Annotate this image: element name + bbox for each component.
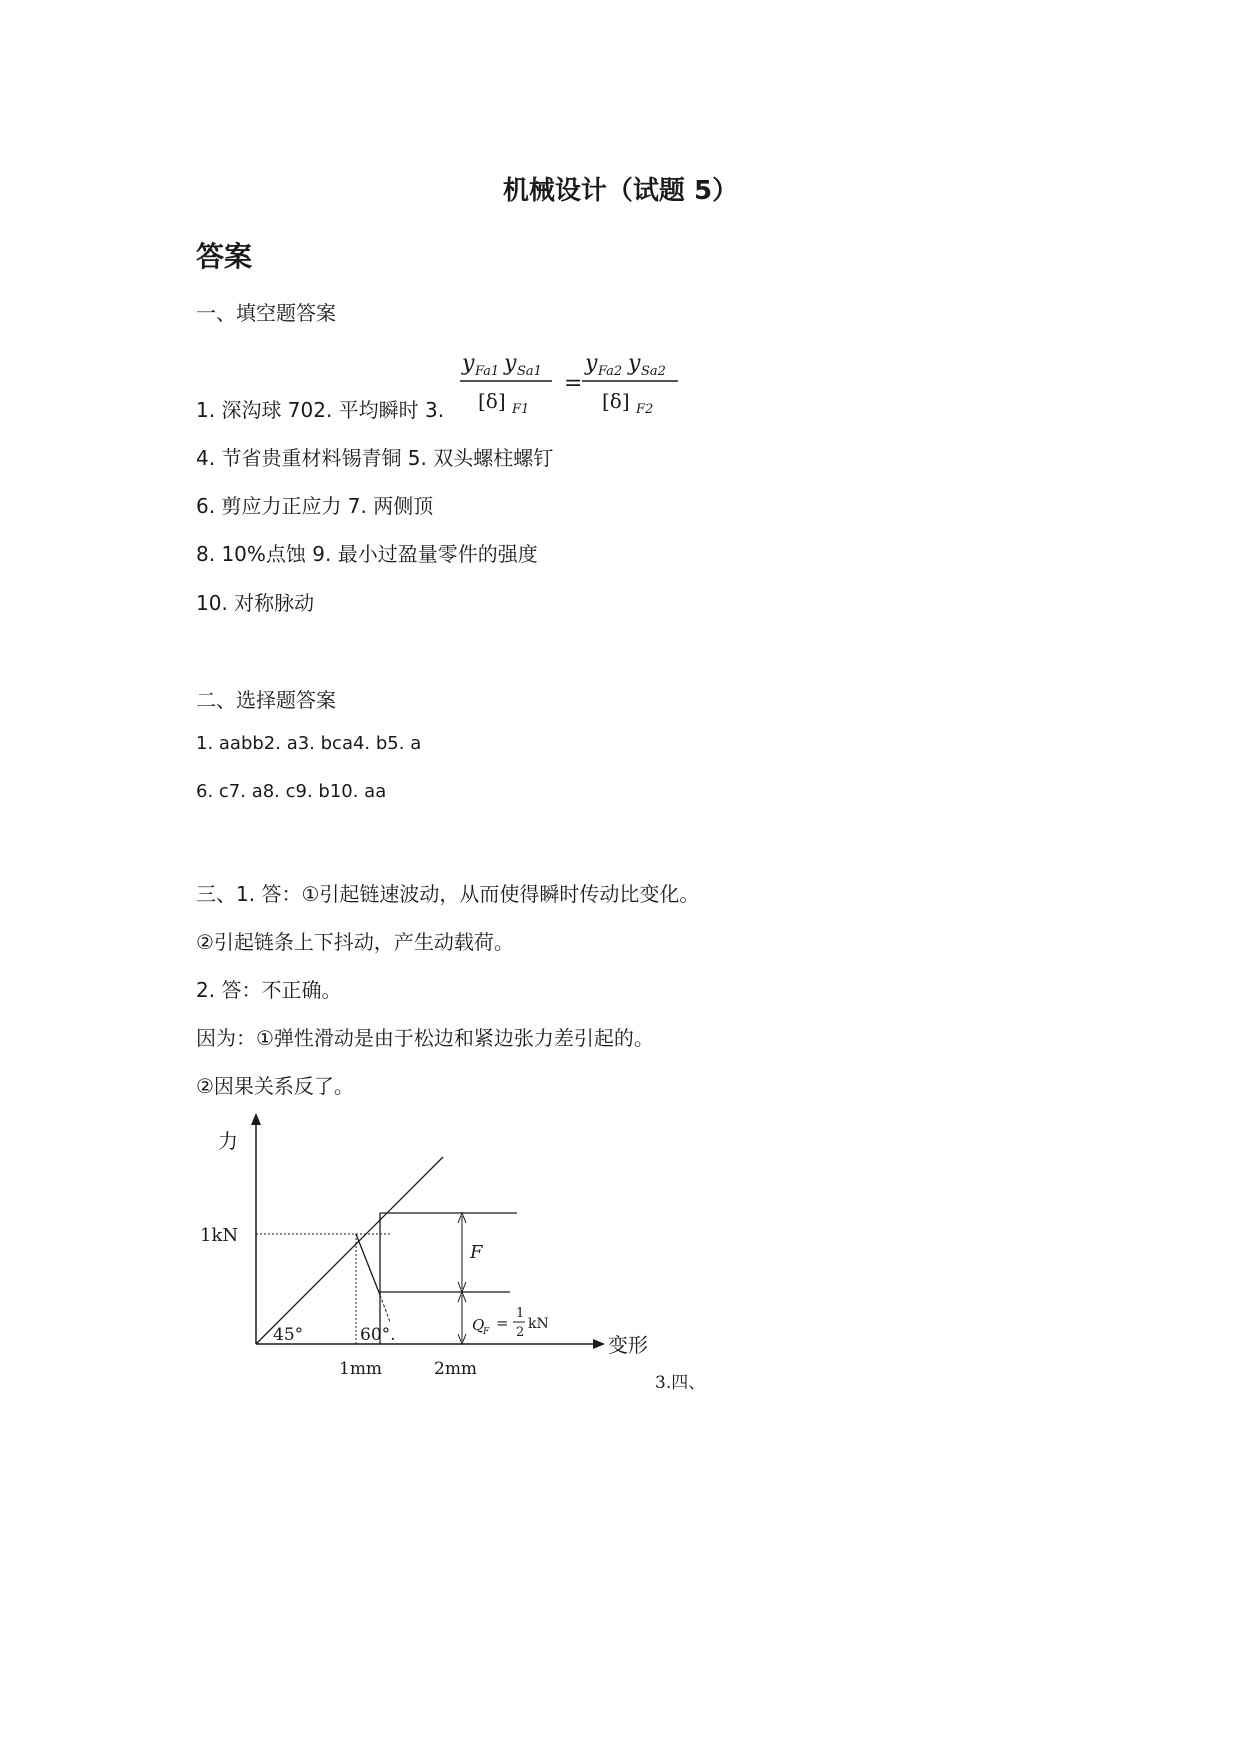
q-equals: = bbox=[496, 1314, 509, 1332]
section-choice-label: 二、选择题答案 bbox=[196, 688, 336, 712]
x-axis-label: 变形 bbox=[608, 1333, 648, 1357]
fill-blank-line-3: 6. 剪应力正应力 7. 两侧顶 bbox=[196, 494, 434, 518]
formula-num2-sub-a: Fa2 bbox=[598, 364, 623, 379]
y-axis-arrow bbox=[251, 1113, 261, 1125]
trailing-section-text: 3.四、 bbox=[655, 1373, 706, 1393]
angle-60-label: 60°. bbox=[360, 1325, 396, 1345]
deform-1mm-label: 1mm bbox=[339, 1359, 383, 1379]
force-deformation-diagram bbox=[200, 1110, 660, 1390]
formula-num1-y2: y bbox=[504, 351, 517, 376]
formula-num1-sub-a: Fa1 bbox=[475, 364, 500, 379]
q-label: Q bbox=[472, 1316, 485, 1334]
formula-num1-sub-b: Sa1 bbox=[517, 364, 542, 379]
formula-num2-y2: y bbox=[628, 351, 641, 376]
y-axis-label: 力 bbox=[218, 1129, 238, 1153]
formula-den2: [δ] bbox=[602, 389, 630, 413]
formula-den1-sub: F1 bbox=[512, 402, 530, 417]
section3-line-3: 2. 答：不正确。 bbox=[196, 978, 342, 1002]
document-title: 机械设计（试题 5） bbox=[502, 176, 739, 206]
formula-num2-y: y bbox=[585, 351, 598, 376]
formula-den1: [δ] bbox=[478, 389, 506, 413]
q-denominator: 2 bbox=[516, 1325, 525, 1340]
formula-den2-sub: F2 bbox=[636, 402, 654, 417]
formula-num1-y: y bbox=[462, 351, 475, 376]
section3-line-2: ②引起链条上下抖动，产生动载荷。 bbox=[196, 930, 514, 954]
fill-blank-line-1: 1. 深沟球 702. 平均瞬时 3. bbox=[196, 398, 445, 422]
q-numerator: 1 bbox=[516, 1306, 525, 1321]
member-stiffness-extension bbox=[380, 1295, 390, 1322]
fill-blank-line-5: 10. 对称脉动 bbox=[196, 591, 315, 615]
force-1kn-label: 1kN bbox=[200, 1225, 239, 1246]
f-label: F bbox=[470, 1242, 483, 1263]
answers-heading: 答案 bbox=[196, 240, 253, 273]
deform-2mm-label: 2mm bbox=[434, 1359, 478, 1379]
formula-equals: = bbox=[564, 371, 583, 396]
choice-line-1: 1. aabb2. a3. bca4. b5. a bbox=[196, 733, 422, 754]
fill-blank-line-4: 8. 10%点蚀 9. 最小过盈量零件的强度 bbox=[196, 542, 538, 566]
member-stiffness-line bbox=[356, 1234, 380, 1295]
formula-num2-sub-b: Sa2 bbox=[641, 364, 666, 379]
section3-line-1: 三、1. 答：①引起链速波动，从而使得瞬时传动比变化。 bbox=[196, 882, 700, 906]
fill-blank-line-2: 4. 节省贵重材料锡青铜 5. 双头螺柱螺钉 bbox=[196, 446, 554, 470]
section-fill-blank-label: 一、填空题答案 bbox=[196, 301, 336, 325]
section3-line-5: ②因果关系反了。 bbox=[196, 1074, 354, 1098]
x-axis-arrow bbox=[593, 1339, 605, 1349]
q-subscript: F bbox=[483, 1327, 490, 1337]
bending-strength-ratio-formula bbox=[460, 348, 685, 418]
section3-line-4: 因为：①弹性滑动是由于松边和紧边张力差引起的。 bbox=[196, 1026, 654, 1050]
bolt-stiffness-line bbox=[256, 1157, 443, 1344]
angle-45-label: 45° bbox=[273, 1325, 304, 1345]
choice-line-2: 6. c7. a8. c9. b10. aa bbox=[196, 781, 387, 802]
q-unit: kN bbox=[528, 1316, 549, 1332]
